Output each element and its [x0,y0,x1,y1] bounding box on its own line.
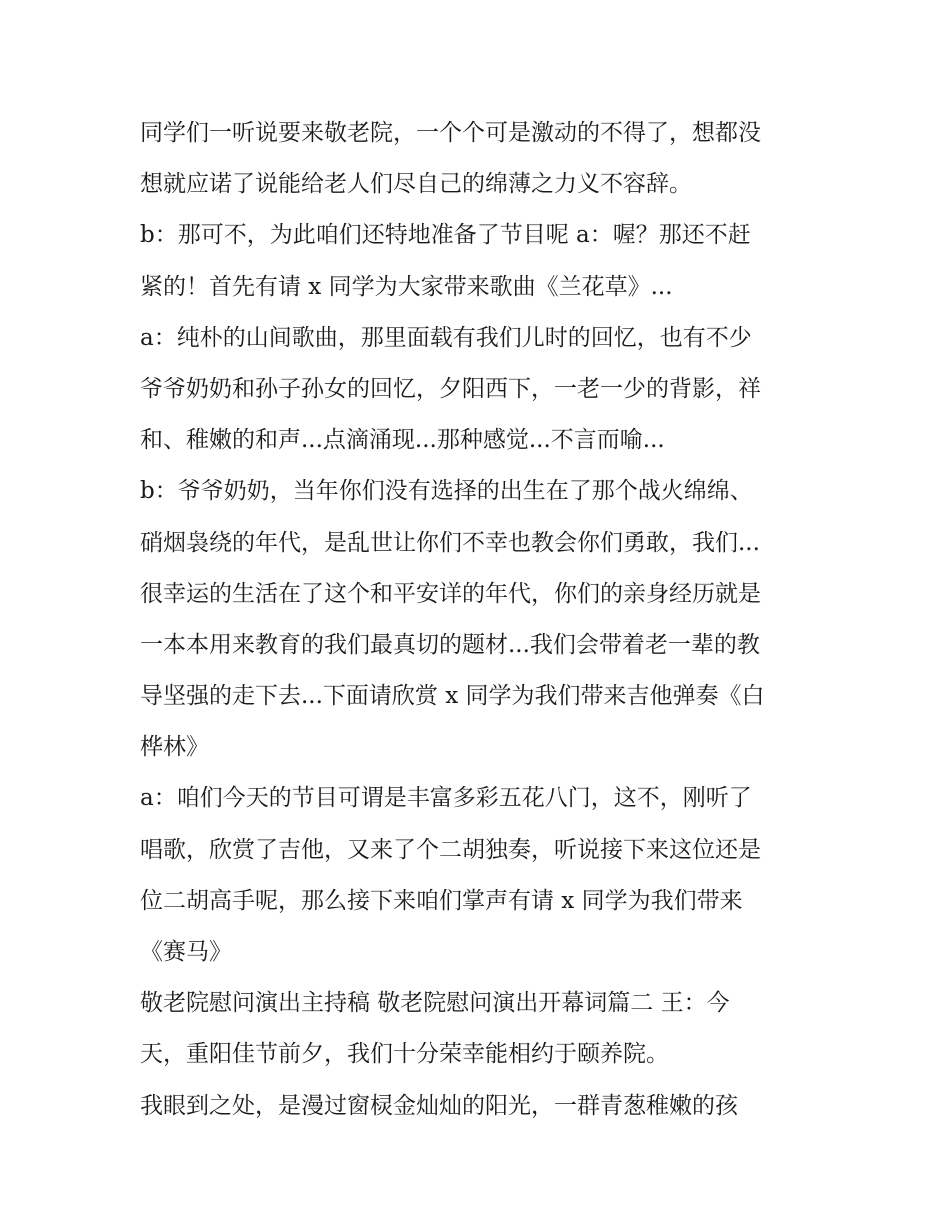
text-line: 敬老院慰问演出主持稿 敬老院慰问演出开幕词篇二 王：今 [140,990,730,1017]
text-line: 紧的！首先有请 x 同学为大家带来歌曲《兰花草》... [140,273,673,300]
text-line: 导坚强的走下去...下面请欣赏 x 同学为我们带来吉他弹奏《白 [140,683,765,710]
text-line: 硝烟袅绕的年代，是乱世让你们不幸也教会你们勇敢，我们... [140,529,760,556]
text-line: a：咱们今天的节目可谓是丰富多彩五花八门，这不，刚听了 [140,785,752,812]
text-line: 桦林》 [140,734,209,761]
text-line: 天，重阳佳节前夕，我们十分荣幸能相约于颐养院。 [140,1041,669,1068]
text-line: 想就应诺了说能给老人们尽自己的绵薄之力义不容辞。 [140,171,692,198]
text-line: 和、稚嫩的和声...点滴涌现...那种感觉...不言而喻... [140,427,665,454]
text-line: 唱歌，欣赏了吉他，又来了个二胡独奏，听说接下来这位还是 [140,836,761,863]
text-line: 很幸运的生活在了这个和平安详的年代，你们的亲身经历就是 [140,580,761,607]
text-line: 同学们一听说要来敬老院，一个个可是激动的不得了，想都没 [140,120,761,146]
text-line: 爷爷奶奶和孙子孙女的回忆，夕阳西下，一老一少的背影，祥 [140,375,761,402]
text-line: 我眼到之处，是漫过窗棂金灿灿的阳光，一群青葱稚嫩的孩 [140,1092,738,1119]
text-line: b：那可不，为此咱们还特地准备了节目呢 a：喔？那还不赶 [140,222,751,249]
text-line: a：纯朴的山间歌曲，那里面载有我们儿时的回忆，也有不少 [140,324,752,351]
text-line: 一本本用来教育的我们最真切的题材...我们会带着老一辈的教 [140,631,760,658]
text-line: 位二胡高手呢，那么接下来咱们掌声有请 x 同学为我们带来 [140,887,743,914]
text-line: b：爷爷奶奶，当年你们没有选择的出生在了那个战火绵绵、 [140,478,753,505]
document-body [140,108,820,1132]
text-line: 《赛马》 [140,939,232,965]
